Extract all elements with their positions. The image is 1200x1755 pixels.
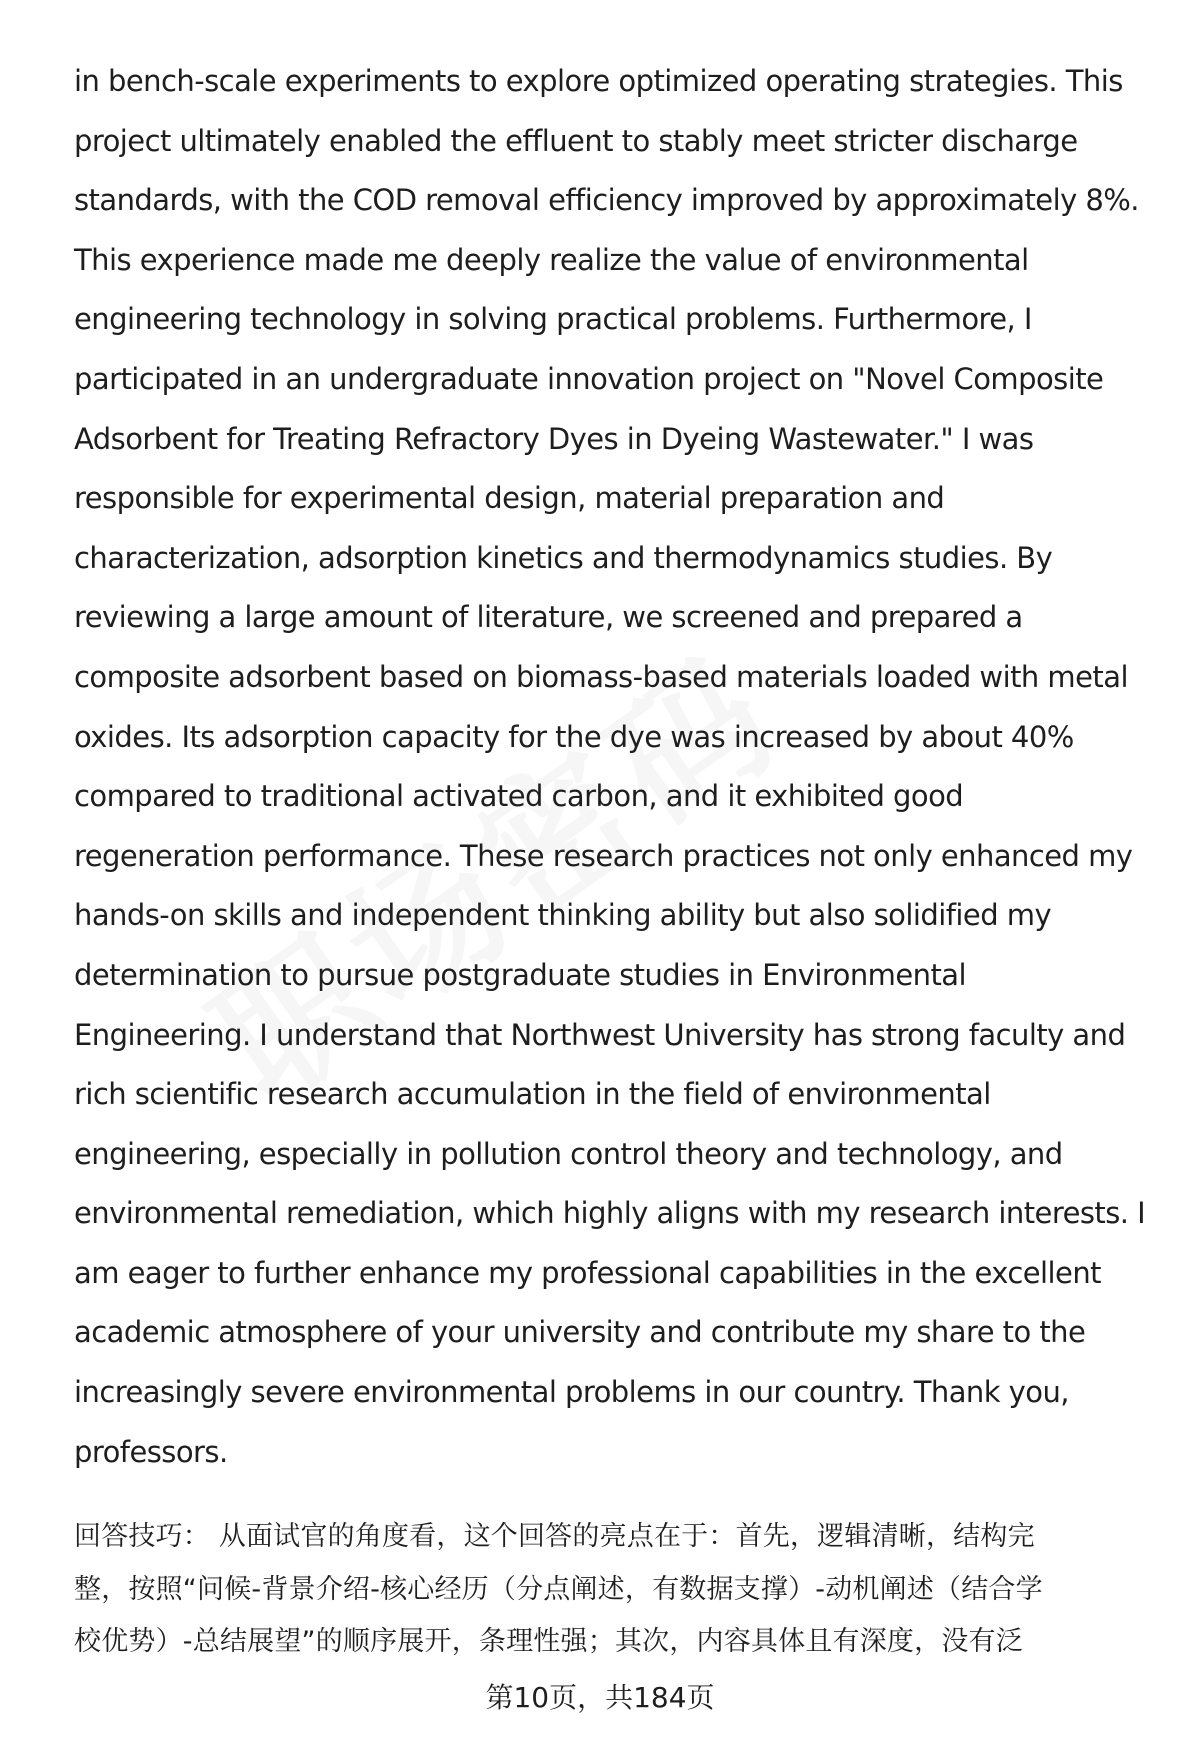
paragraph-line: reviewing a large amount of literature, we screened and prepared a [74,600,1023,635]
paragraph-line: composite adsorbent based on biomass-based materials loaded with metal [74,659,1128,694]
paragraph-line: academic atmosphere of your university and contribute my share to the [74,1315,1086,1350]
paragraph-line: standards, with the COD removal efficiency improved by approximately 8%. [74,183,1139,218]
paragraph-line: participated in an undergraduate innovation project on "Novel Composite [74,361,1104,396]
paragraph-line: determination to pursue postgraduate studies in Environmental [74,957,967,992]
paragraph-line: environmental remediation, which highly aligns with my research interests. I [74,1196,1146,1231]
paragraph-line: increasingly severe environmental problems in our country. Thank you, [74,1375,1069,1410]
tips-line: 校优势）-总结展望”的顺序展开，条理性强；其次，内容具体且有深度，没有泛 [74,1626,1023,1657]
paragraph-line: professors. [74,1434,228,1469]
tips-line: 整，按照“问候-背景介绍-核心经历（分点阐述，有数据支撑）-动机阐述（结合学 [74,1573,1043,1605]
tips-line: 回答技巧： 从面试官的角度看，这个回答的亮点在于：首先，逻辑清晰，结构完 [74,1521,1035,1552]
paragraph-line: engineering, especially in pollution control theory and technology, and [74,1136,1063,1171]
paragraph-line: Adsorbent for Treating Refractory Dyes in Dyeing Wastewater." I was [74,421,1034,456]
paragraph-line: oxides. Its adsorption capacity for the dye was increased by about 40% [74,719,1074,754]
paragraph-line: hands-on skills and independent thinking ability but also solidified my [74,898,1052,933]
paragraph-line: responsible for experimental design, material preparation and [74,481,945,516]
paragraph-line: rich scientific research accumulation in the field of environmental [74,1077,991,1112]
paragraph-line: engineering technology in solving practical problems. Furthermore, I [74,302,1032,337]
paragraph-line: project ultimately enabled the effluent to stably meet stricter discharge [74,123,1078,158]
paragraph-line: in bench-scale experiments to explore optimized operating strategies. This [74,64,1123,98]
paragraph-line: This experience made me deeply realize the value of environmental [74,242,1029,277]
paragraph-line: regeneration performance. These research practices not only enhanced my [74,838,1133,873]
page-number: 第10页，共184页 [485,1681,715,1714]
paragraph-line: am eager to further enhance my professional capabilities in the excellent [74,1255,1102,1290]
paragraph-line: compared to traditional activated carbon, and it exhibited good [74,779,964,814]
answer-tips [74,1511,1164,1669]
answer-paragraph [74,52,1164,1482]
paragraph-line: characterization, adsorption kinetics and thermodynamics studies. By [74,540,1053,575]
paragraph-line: Engineering. I understand that Northwest University has strong faculty and [74,1017,1126,1052]
